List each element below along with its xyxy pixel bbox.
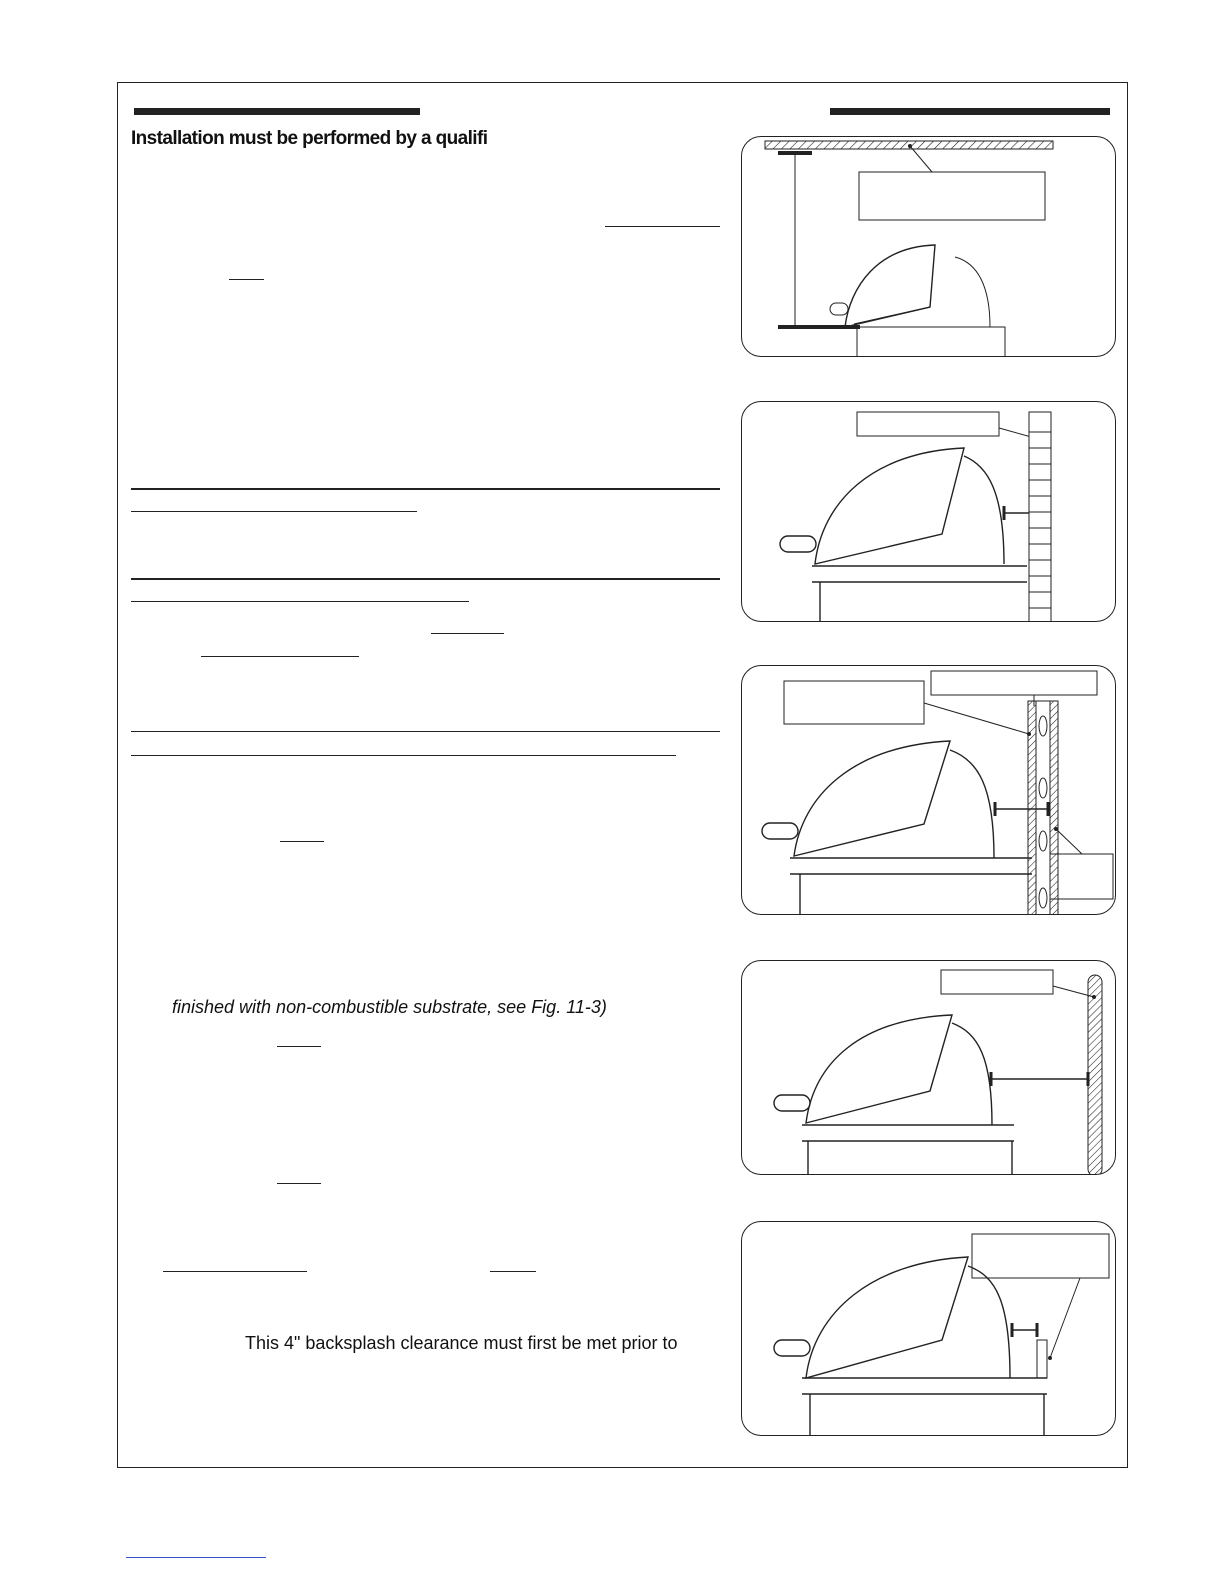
underline xyxy=(229,279,264,280)
figure-brick-wall xyxy=(741,401,1116,622)
section-bar-right xyxy=(830,108,1110,115)
underline xyxy=(201,656,359,657)
brick-wall xyxy=(1029,412,1051,622)
callout-box xyxy=(784,681,924,724)
rule xyxy=(131,731,720,732)
underline xyxy=(431,633,504,634)
rule xyxy=(131,601,469,602)
underline xyxy=(280,841,324,842)
wall-section xyxy=(1028,701,1058,915)
section-bar-left xyxy=(134,108,420,115)
section-heading: Installation must be performed by a qualifi xyxy=(131,128,488,149)
rule xyxy=(131,578,720,580)
callout-box xyxy=(859,172,1045,220)
callout-box xyxy=(972,1234,1109,1278)
figure-noncombustible-wall xyxy=(741,960,1116,1175)
rule xyxy=(131,511,417,512)
underline xyxy=(163,1271,307,1272)
backsplash xyxy=(1037,1340,1047,1378)
rule xyxy=(131,488,720,490)
grill-drawing xyxy=(774,1015,1014,1175)
footer-link-underline[interactable] xyxy=(126,1557,266,1558)
callout-box xyxy=(857,412,999,436)
figure-combustible-wall xyxy=(741,665,1116,915)
underline xyxy=(277,1183,321,1184)
underline xyxy=(605,226,720,227)
figure-backsplash xyxy=(741,1221,1116,1436)
grill-drawing xyxy=(774,1257,1047,1436)
substrate-note: finished with non-combustible substrate, see Fig. 11-3) xyxy=(172,997,607,1017)
grill-drawing xyxy=(780,448,1027,622)
grill-drawing xyxy=(830,245,1005,357)
backsplash-note: This 4" backsplash clearance must first be met prior to xyxy=(245,1333,678,1353)
callout-box xyxy=(941,970,1053,994)
figure-overhead-clearance xyxy=(741,136,1116,357)
rule xyxy=(131,755,676,756)
callout-box xyxy=(931,671,1097,695)
grill-drawing xyxy=(762,741,1032,915)
wall xyxy=(1088,975,1102,1175)
underline xyxy=(277,1046,321,1047)
underline xyxy=(490,1271,536,1272)
